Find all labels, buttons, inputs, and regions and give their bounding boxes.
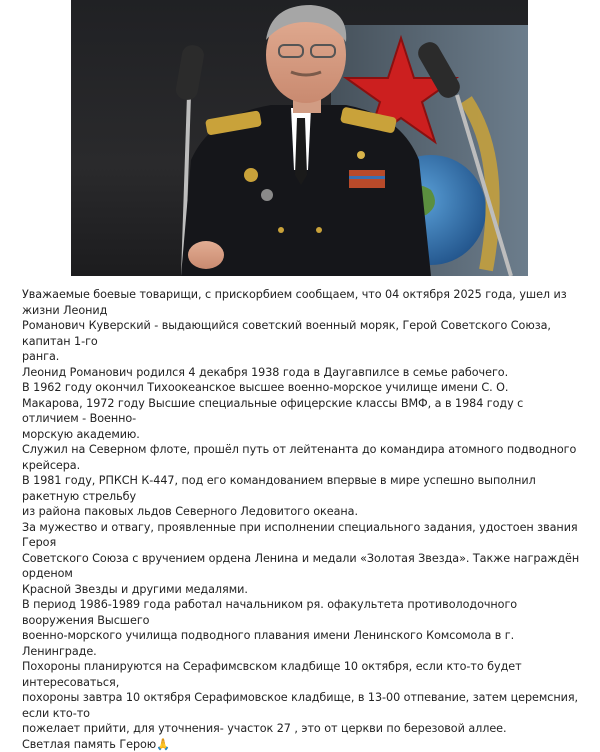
post-line: военно-морского училища подводного плавания имени Ленинского Комсомола в г. Ленинграде. bbox=[22, 628, 582, 659]
post-line: Макарова, 1972 году Высшие специальные офицерские классы ВМФ, а в 1984 году с отличием - Военно- bbox=[22, 396, 582, 427]
post-line: В 1962 году окончил Тихоокеанское высшее военно-морское училище имени С. О. bbox=[22, 380, 582, 396]
post-line: Советского Союза с вручением ордена Ленина и медали «Золотая Звезда». Также награждён орденом bbox=[22, 551, 582, 582]
post-line: Леонид Романович родился 4 декабря 1938 года в Даугавпилсе в семье рабочего. bbox=[22, 365, 582, 381]
post-line: ранга. bbox=[22, 349, 582, 365]
button-2 bbox=[316, 227, 322, 233]
praying-hands-icon: 🙏 bbox=[156, 738, 170, 751]
post-line: Красной Звезды и другими медалями. bbox=[22, 582, 582, 598]
post-line: Служил на Северном флоте, прошёл путь от лейтенанта до командира атомного подводного крейсера. bbox=[22, 442, 582, 473]
post-closing-line bbox=[22, 737, 582, 752]
post-line: В 1981 году, РПКСН К-447, под его командованием впервые в мире успешно выполнил ракетную стрельбу bbox=[22, 473, 582, 504]
post-line: из района паковых льдов Северного Ледовитого океана. bbox=[22, 504, 582, 520]
post-line: В период 1986-1989 года работал начальником ря. офакультета противолодочного вооружения Высшего bbox=[22, 597, 582, 628]
post-line: Похороны планируются на Серафимсвском кладбище 10 октября, если кто-то будет интересоваться, bbox=[22, 659, 582, 690]
post-line: пожелает прийти, для уточнения- участок 27 , это от церкви по березовой аллее. bbox=[22, 721, 582, 737]
badge-left-1 bbox=[244, 168, 258, 182]
post-line: похороны завтра 10 октября Серафимовское кладбище, в 13-00 отпевание, затем церемсния, если кто-то bbox=[22, 690, 582, 721]
ribbon-stripe bbox=[349, 176, 385, 179]
closing-text: Светлая память Герою bbox=[22, 738, 156, 751]
mic-left bbox=[174, 44, 205, 102]
post-line: За мужество и отвагу, проявленные при исполнении специального задания, удостоен звания Героя bbox=[22, 520, 582, 551]
post-line: морскую академию. bbox=[22, 427, 582, 443]
badge-left-2 bbox=[261, 189, 273, 201]
post-line: Романович Куверский - выдающийся советский военный моряк, Герой Советского Союза, капитан 1-го bbox=[22, 318, 582, 349]
post-line: Уважаемые боевые товарищи, с прискорбием сообщаем, что 04 октября 2025 года, ушел из жизни Леонид bbox=[22, 287, 582, 318]
button-1 bbox=[278, 227, 284, 233]
photo-illustration bbox=[71, 0, 528, 276]
post-text bbox=[22, 287, 582, 752]
tie bbox=[295, 118, 307, 185]
gold-star-medal bbox=[357, 151, 365, 159]
post-photo[interactable] bbox=[71, 0, 528, 276]
hand bbox=[188, 241, 224, 269]
